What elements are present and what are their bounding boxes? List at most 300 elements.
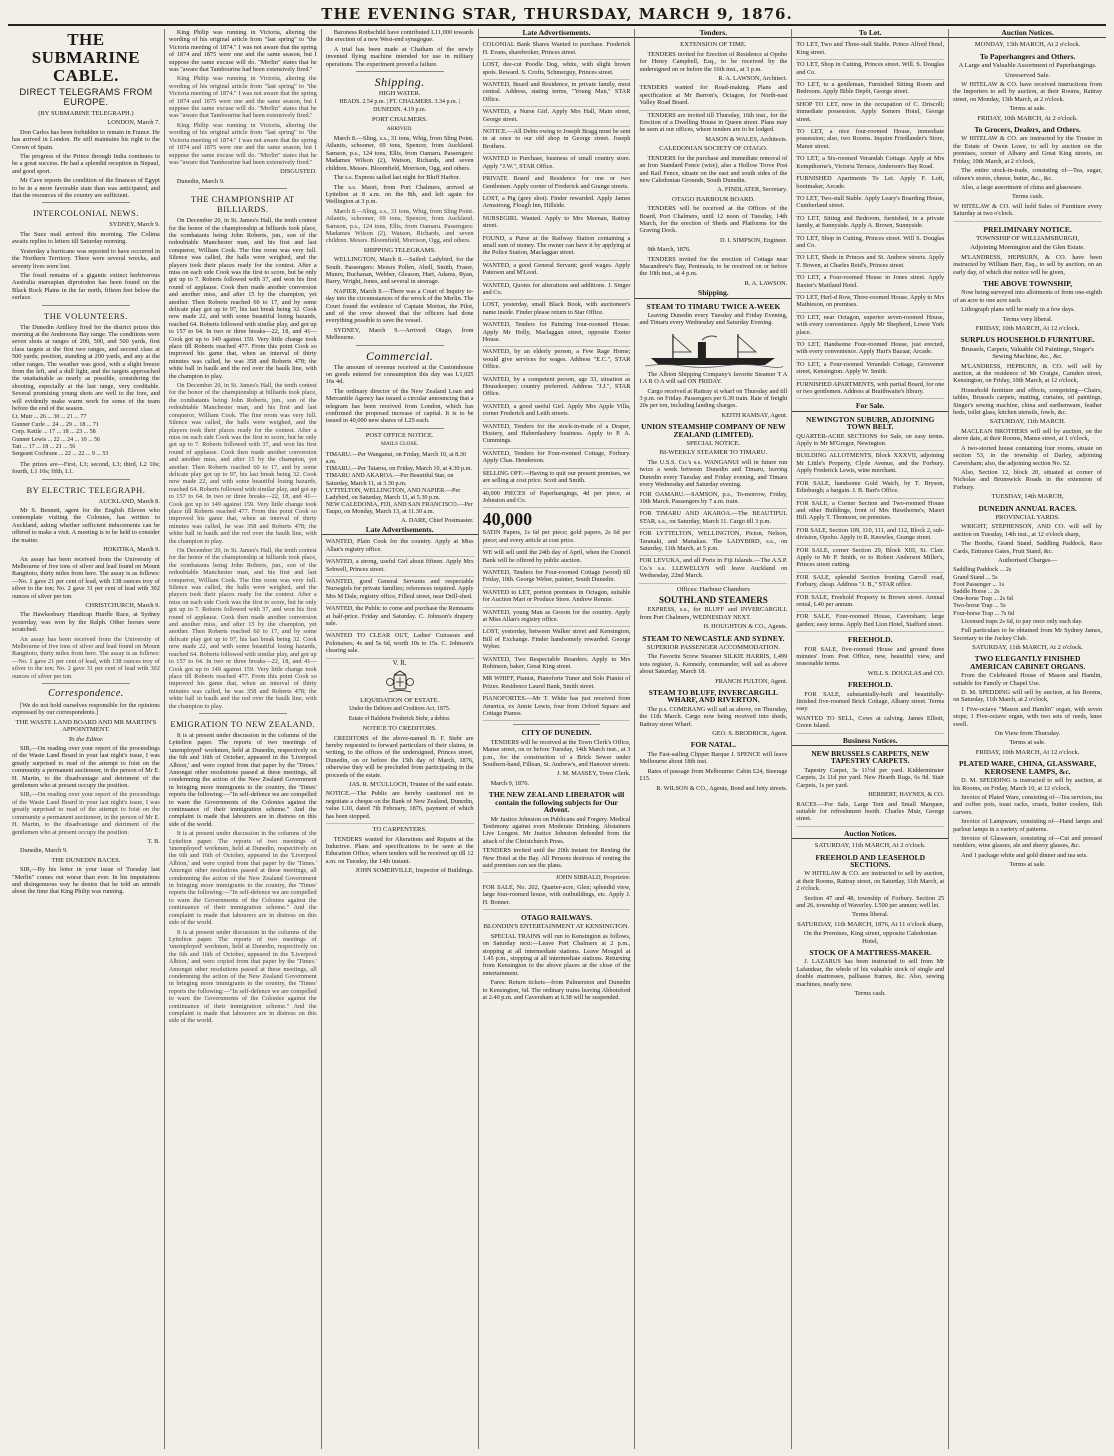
classified-ad: TO LET, Sheds in Princes and St. Andrew streets. Apply T. Bowen, at Charles Reid's, Princes street. bbox=[796, 254, 944, 273]
article-paragraph: Mr Justice Johnston on Publicans and Forgery. Medical Testimony against even Moderate Drinking. Abstainers Live Longest. Mr Justice Johnston defended from the attack of the Christchurch Press. bbox=[482, 815, 631, 845]
caledonian-heading: CALEDONIAN SOCIETY OF OTAGO. bbox=[659, 145, 768, 153]
article-paragraph: SIR,—On reading over your report of the proceedings of the Waste Land Board in your last night's issue, I was greatly surprised to read of the attempt to foist on the community a permanent auctioneer, in the person of Mr E. H. Martin, to the disadvantage and detriment of the gentlemen who at present occupy the position. bbox=[12, 745, 160, 790]
provincial-heading: PROVINCIAL YARDS. bbox=[995, 513, 1060, 521]
township-heading: TOWNSHIP OF WILLIAMSBURGH, bbox=[976, 234, 1080, 242]
article-paragraph: Tapestry Carpet, 3s 11½d per yard. Kidderminster Carpets, 2s 11d per yard. New Hearth Rugs, 6s 9d. Stair Carpets, 1s per yard. bbox=[796, 766, 945, 789]
classified-ad: TO LET, to a gentleman, Furnished Sitting Room and Bedroom. Apply Bible Depôt, George street. bbox=[796, 81, 944, 100]
article-paragraph: Rates of passage from Melbourne: Cabin £24, Steerage £15. bbox=[639, 767, 788, 783]
article-paragraph: Yesterday a hurricane was reported to have occurred in the Northern Territory. There were several wrecks, and seventy lives were lost. bbox=[12, 247, 160, 270]
classified-ad: WANTED, Plain Cook for the country. Apply at Miss Allan's registry office. bbox=[326, 538, 474, 557]
freehold-heading: FREEHOLD. bbox=[847, 635, 893, 645]
mail-schedule: TIMARU.—Per Wanganui, on Friday, March 10, at 8.30 a.m. TIMARU.—Per Taiaroa, on Friday, March 10, at 4.30 p.m. TIMARU AND AKAROA.—Per Beautiful Star, on Saturday, March 11, at 3.30 p.m. LYTTELTON, WELLINGTON, AND NAPIER.—Per Ladybird, on Saturday, March 11, at 5.30 p.m. NEW CALEDONIA, FIJI, AND SAN FRANCISCO.—Per Taupo, on Monday, March 13, at 11.30 a.m. bbox=[325, 450, 473, 516]
classified-ad: WANTED, young Man as Groom for the country. Apply at Miss Allan's registry office. bbox=[483, 609, 631, 628]
freehold-sections-heading: FREEHOLD AND LEASEHOLD SECTIONS. bbox=[815, 852, 926, 869]
classified-ad: PRIVATE Board and Residence for one or two Gentlemen. Apply corner of Frederick and Grange streets. bbox=[483, 175, 631, 194]
classified-ad: FOR SALE, corner Section 29, Block XIII, St. Clair. Apply to Mr P. Smith, or to Robert Anderson Miller's, Princes street cutting. bbox=[796, 547, 944, 573]
classified-ad: MR WHIFF, Pianist, Pianoforte Tuner and Solo Pianist of Prizes. Residence Laurel Bank, Smith street. bbox=[483, 675, 631, 694]
section-heading: INTERCOLONIAL NEWS. bbox=[32, 208, 139, 219]
signature: GEO. S. BRODRICK, Agent. bbox=[712, 730, 788, 738]
sale-date: FRIDAY, 10th MARCH, At 2 o'clock. bbox=[977, 114, 1078, 122]
classified-ad: WE will sell until the 24th day of April, when the Council Bank will be offered by public auction. bbox=[483, 549, 631, 568]
charges-table: Saddling Paddock ... 2s Grand Stand ... 5s Foot Passenger ... 1s Saddle Horse ... 2s One-horse Trap ... 2s 6d Two-horse Trap ... 5s Four-horse Trap ... 7s 6d bbox=[953, 566, 1015, 617]
ads-list bbox=[483, 41, 631, 508]
cable-subtitle: DIRECT TELEGRAMS FROM EUROPE. bbox=[19, 87, 153, 108]
bluff-heading: STEAM TO BLUFF, INVERCARGILL WHARF, AND RIVERTON. bbox=[648, 688, 779, 705]
post-office-heading: POST OFFICE NOTICE. bbox=[365, 431, 434, 439]
divider bbox=[42, 202, 130, 203]
classified-ad: TO LET, a Four-roomed Verandah Cottage, Grosvenor street, Kensington. Apply W. Smith. bbox=[796, 361, 944, 380]
article-paragraph: The progress of the Prince through India continues to be a great success. He had a splendid reception in Nepaul, and good sport. bbox=[12, 153, 160, 175]
classified-ad: 40,000 PIECES of Paperhangings, 4d per piece, at Johnston and Co. bbox=[483, 490, 631, 509]
southland-heading: SOUTHLAND STEAMERS bbox=[658, 594, 768, 605]
article-paragraph: Now being surveyed into allotments of from one-eighth of an acre to one acre each. bbox=[953, 289, 1102, 304]
section-heading: THE VOLUNTEERS. bbox=[44, 310, 128, 321]
divider bbox=[199, 713, 287, 714]
article-paragraph: It is at present under discussion in the columns of the Lyttelton paper. The reports of two meetings of 'unemployed' workmen, held at Dunedin, respectively on the 6th and 16th of October, appeared in the 'Liverpool Albion,' and were copied from that paper by the 'Times.' Amongst other resolutions passed at these meetings, all condemning the action of the New Zealand Government in bringing more immigrants to the country, the 'Times' reports the following:—"In self-defence we are compelled to warn the Governments of the Colonies against the continuance of their immigration scheme." And the complaint is made that labourers are in distress on this side of the world. bbox=[168, 928, 317, 1025]
article-paragraph: On December 20, in St. James's Hall, the tenth contest for the honor of the championship at billiards took place, the combatants being John Roberts, jun., son of the redoubtable Manchester man, and his first and last conqueror, William Cook. The fine room was very full. Silence was called, the balls were weighed, and the players took their places ready for the contest. After a miss on each side Cook was the first to score, but he only got up to 7. Roberts followed with 37, and won his first round of applause. Cook then made another conversion and another miss, and after 15 by the champion, yet another. Then Roberts reached 60 to 17, and by some delicate play got up to 97, his last break being 32. Cook now made 22, and with some beautiful losing hazards, reached 64. Roberts followed with similar play, and got up to 157 to 64. In two or three breaks—22, 18, and 41—Cook got up to 149 against 159. Very little change took place till Roberts reached 477. From this point Cook so improved his game that, when an interval of thirty minutes was called, he was 358 and Roberts 478; the white ball in baulk and the red over the baulk line, with the champion to play. bbox=[168, 547, 317, 710]
letter-title: THE DUNEDIN RACES. bbox=[51, 856, 121, 864]
article-paragraph: D. M. SPEDDING will sell by auction, at his Rooms, on Saturday, 11th March, at 2 o'clock, bbox=[953, 689, 1102, 704]
freehold-heading: FREEHOLD. bbox=[847, 680, 893, 690]
classified-ad: WANTED, Tenders for Four-roomed Cottage (wood) till Friday, 10th. George Weber, painter, South Dunedin. bbox=[483, 569, 631, 588]
business-heading: Business Notices. bbox=[792, 737, 948, 746]
classified-ad: TO LET, a Four-roomed House in Jones street. Apply Baxter's Maitland Hotel. bbox=[796, 274, 944, 293]
section-heading: BY ELECTRIC TELEGRAPH. bbox=[26, 484, 146, 495]
column-7 bbox=[949, 29, 1106, 1449]
article-paragraph: FOR SALE, five-roomed House and ground three minutes' from Post Office, new, beautiful view, and reasonable terms. bbox=[796, 645, 945, 668]
article-paragraph: Also, a large assortment of china and glassware. bbox=[961, 183, 1083, 191]
article-paragraph: M'LANDRESS, HEPBURN, & CO. will sell by auction, at the residence of Mr Craigie, Camden street, Kensington, on Friday, 10th March, at 12 o'clock, bbox=[953, 362, 1102, 385]
classified-ad: WANTED to Purchase, business of small country store. Apply "J.W.", STAR Office. bbox=[483, 155, 631, 174]
article-paragraph: Invoice of Lampware, consisting of—Hand lamps and parlour lamps in a variety of patterns. bbox=[953, 818, 1102, 833]
article-paragraph: The entire stock-in-trade, consisting of—Tea, sugar, oilmen's stores, cheese, butter, &c., &c. bbox=[953, 167, 1102, 182]
article-paragraph: A trial has been made at Chatham of the newly invented flying machine intended for use in military operations. The experiment proved a failure. bbox=[325, 45, 474, 68]
article-paragraph: Invoice of Plated Ware, consisting of—Tea services, tea and coffee pots, toast racks, cruets, butter coolers, fish carvers. bbox=[953, 793, 1102, 816]
plated-heading: PLATED WARE, CHINA, GLASSWARE, KEROSENE LAMPS, &c. bbox=[958, 759, 1097, 776]
article-paragraph: March 8.—Sling, s.s., 31 tons, Whig, from Sling Point. Atlantis, schooner, 69 tons, Spencer, from Auckland. Samson, p.s., 124 tons, Ellis, from Oamaru. Passengers: Madames Wilson (2), Watson, Richards, and seven children. Messrs. Bloomfield, Morrison, Ogg, and others. bbox=[325, 135, 474, 172]
article-paragraph: SPECIAL TRAINS will run to Kensington as follows, on Saturday next:—Leave Port Chalmers at 2 p.m., stopping at all intermediate stations. Leave Mosgiel at 1.45 p.m., stopping at all intermediate stations. Returning from Kensington to the above places at the close of the entertainment. bbox=[482, 932, 631, 977]
article-paragraph: CREDITORS of the above-named B. F. Stehr are hereby requested to forward particulars of their claims, in writing, to the offices of the undersigned, Princes street, Dunedin, on or before the 15th day of March, 1876, otherwise they will be precluded from participating in the proceeds of the estate. bbox=[325, 734, 474, 779]
signature: R. WILSON & CO., Agents, Bond and Jetty streets. bbox=[656, 784, 788, 792]
offices-line: Offices: Harbour Chambers bbox=[676, 585, 750, 593]
adjoining-line: Adjoining Mornington and the Glen Estate. bbox=[970, 244, 1085, 252]
unreserved-line: Unreserved Sale. bbox=[1005, 71, 1051, 79]
article-paragraph: King Philip was running in Victoria, altering the wording of his original article from "last spring" to "the Victoria meeting of 1874." I was not aware that the spring of 1874 and 1875 were one and the same season, but I suppose the same excuse will do. "Merlin" states that he was "aware that Tambourine had been extensively fired." bbox=[168, 121, 317, 166]
ads-list bbox=[483, 529, 631, 721]
column-1 bbox=[8, 29, 165, 1449]
article-paragraph: An assay has been received from the University of Melbourne of five tons of silver and lead found on Mount Rangitoto, thirty miles from here. The assay is as follows:—No. 1 gave 21 per cent of lead, with 138 ounces troy of silver to the ton; No. 2 gave 31 per cent of lead with 302 ounces of silver per ton. bbox=[12, 555, 160, 600]
article-paragraph: FOR SALE, substantially-built and beautifully-finished five-roomed Brick Cottage, Albany street. Terms easy. bbox=[796, 690, 945, 713]
divider bbox=[356, 428, 444, 429]
article-paragraph: The Suez mail arrived this morning. The Colima awaits replies to letters till Saturday morning. bbox=[12, 230, 160, 246]
article-paragraph: TENDERS will be received at the Offices of the Board, Port Chalmers, until 12 noon of Tuesday, 14th March, for the erection of Sheds and Platforms for the Graving Dock. bbox=[639, 205, 788, 235]
sale-item: A Large and Valuable Assortment of Paperhangings. bbox=[958, 62, 1097, 70]
classified-ad: WANTED, Board and Residence, in private family, most central. Address, stating terms, "Young Man," STAR Office. bbox=[483, 81, 631, 107]
liquidation-estate: Estate of Baldwin Frederick Stehr, a debtor. bbox=[348, 715, 451, 722]
classified-ad: WANTED, a good General Servant; good wages. Apply Paterson and M'Leod. bbox=[483, 262, 631, 281]
annual-races-heading: DUNEDIN ANNUAL RACES. bbox=[978, 503, 1077, 513]
liquidation-heading: LIQUIDATION OF ESTATE. bbox=[360, 697, 440, 705]
byline: (BY SUBMARINE TELEGRAPH.) bbox=[38, 110, 134, 117]
article-paragraph: 1 Five-octave "Mason and Hamlin" organ, with seven stops; 1 Five-octave organ, with two sets of reeds, knee swell. bbox=[953, 705, 1102, 728]
article-paragraph: Fares: Return tickets—from Palmerston and Dunedin to Kensington, 6d. The ordinary trains leaving Abbotsford at 2.40 p.m. and Caversham at 6.38 will be suspended. bbox=[482, 979, 631, 1002]
article-paragraph: King Philip was running in Victoria, altering the wording of his original article from "last spring" to "the Victoria meeting of 1874." I was not aware that the spring of 1874 and 1875 were one and the same season, but I suppose the same excuse will do. "Merlin" states that he was "aware that Tambourine had been extensively fired." bbox=[168, 75, 317, 120]
article-paragraph: The Albion Shipping Company's favorite Steamer T A I A R O A will sail ON FRIDAY. bbox=[639, 370, 788, 386]
signature: HERBERT, HAYNES, & CO. bbox=[868, 791, 945, 799]
sale-date: TUESDAY, 14th MARCH, bbox=[991, 493, 1064, 501]
article-paragraph: The Favorite Screw Steamer SILKIE HARRIS, 1,499 tons register, A. Kennedy, commander, will sail as above about Saturday, March 18. bbox=[639, 653, 788, 676]
divider bbox=[42, 479, 130, 480]
classified-ad: FOR LYTTELTON, WELLINGTON, Picton, Nelson, Taranaki, and Manakau. The LADYBIRD, s.s., on Saturday, 11th March, at 5 p.m. bbox=[639, 530, 787, 556]
section-heading: EMIGRATION TO NEW ZEALAND. bbox=[170, 718, 316, 729]
classified-ad: TO LET, Two-stall Stable. Apply Leary's Boarding House, Cumberland street. bbox=[796, 195, 944, 214]
classified-ad: TO LET, Shop in Cutting, Princes street. Will S. Douglas and Co. bbox=[796, 235, 944, 254]
liberator-heading: THE NEW ZEALAND LIBERATOR will contain the following subjects for Our Advent. bbox=[488, 790, 625, 815]
classified-ad: FURNISHED Apartments To Let. Apply F. Loft, bootmaker, Arcade. bbox=[796, 175, 944, 194]
divider bbox=[356, 345, 444, 346]
classified-ad: BUILDING ALLOTMENTS, Block XXXVII, adjoining Mr Little's Property, Clyde Avenue, and the Forbury. Apply Frederick Lewis, wine merchant. bbox=[796, 452, 944, 478]
tenders-heading: Tenders. bbox=[635, 29, 791, 38]
port-heading: PORT CHALMERS. bbox=[371, 116, 428, 124]
to-let-heading: To Let. bbox=[792, 29, 948, 38]
article-paragraph: The s.s. Maori, from Port Chalmers, arrived at Lyttelton at 8 a.m. on the 8th, and left again for Wellington at 3 p.m. bbox=[325, 183, 474, 206]
score-table: Lt. Muir ... 26 ... 30 ... 21 ... 77 Gunner Curle ... 24 ... 29 ... 18 ... 71 Corp. Kettle ... 17 ... 18 ... 23 ... 58 Gunner Lewis ... 22 ... 24 ... 10 ... 56 Tait ... 17 ... 18 ... 21 ... 56 Sergeant Cochrane ... 22 ... 22 ... 9 ... 53 bbox=[12, 414, 109, 458]
classified-ad: QUARTER-ACRE SECTIONS for Sale, on easy terms. Apply to Mr M'Gregor, Newington. bbox=[796, 433, 944, 452]
biweekly-heading: BI-WEEKLY STEAMER TO TIMARU. bbox=[659, 449, 768, 457]
railways-heading: OTAGO RAILWAYS. bbox=[520, 912, 593, 922]
classified-ad: TO LET, a nice four-roomed House, immediate possession; also, two Rooms. Inquire Friedlander's Store, Manor street. bbox=[796, 128, 944, 154]
classified-ad: TO LET, Handsome Four-roomed House, just erected, with every convenience. Apply Hart's Bazaar, Arcade. bbox=[796, 341, 944, 360]
signature: H. HOUGHTON & CO., Agents. bbox=[703, 623, 788, 631]
classified-ad: FOUND, a Purse at the Railway Station containing a small sum of money. The owner can have it by applying at the Police Station, Maclaggan street. bbox=[483, 235, 631, 261]
divider bbox=[199, 188, 287, 189]
liquidation-sub: Under the Debtors and Creditors Act, 1875. bbox=[349, 706, 451, 713]
classified-ad: RACES.—For Sale, Large Tent and Small Marquee, suitable for refreshment booth. Charles Muir, George street. bbox=[796, 801, 944, 827]
sale-date: SATURDAY, 11th MARCH, At 2 o'clock. bbox=[814, 842, 926, 850]
article-paragraph: The ordinary director of the New Zealand Loan and Mercantile Agency has issued a circular announcing that a telegram has been received from London, which has confirmed the proposed increase of capital. It is to be issued in 40,000 new shares of L25 each. bbox=[325, 387, 474, 425]
crest-letters: V. R. bbox=[392, 658, 407, 667]
signature: T. B. bbox=[147, 837, 160, 845]
signature: R. A. LAWSON, Architect. bbox=[718, 75, 788, 83]
classified-ad: FOR SALE, a Corner Section and Two-roomed House and other Buildings, front of Mrs Hawthorne's, Maori Hill. Apply T. Thomson, on premises. bbox=[796, 500, 944, 526]
classified-ad: WANTED, Tenders for Four-roomed Cottage, Forbury. Apply Chas. Henderson. bbox=[483, 450, 631, 469]
article-paragraph: On December 20, in St. James's Hall, the tenth contest for the honor of the championship at billiards took place, the combatants being John Roberts, jun., son of the redoubtable Manchester man, and his first and last conqueror, William Cook. The fine room was very full. Silence was called, the balls were weighed, and the players took their places ready for the contest. After a miss on each side Cook was the first to score, but he only got up to 7. Roberts followed with 37, and won his first round of applause. Cook then made another conversion and another miss, and after 15 by the champion, yet another. Then Roberts reached 60 to 17, and by some delicate play got up to 97, his last break being 32. Cook now made 22, and with some beautiful losing hazards, reached 64. Roberts followed with similar play, and got up to 157 to 64. In two or three breaks—22, 18, and 41—Cook got up to 149 against 159. Very little change took place till Roberts reached 477. From this point Cook so improved his game that, when an interval of thirty minutes was called, he was 358 and Roberts 478; the white ball in baulk and the red over the baulk line, with the champion to play. bbox=[168, 382, 317, 545]
classified-ad: TO LET, Two and Three-stall Stable. Prince Alfred Hotel, King street. bbox=[796, 41, 944, 60]
cable-title: THE SUBMARINE CABLE. bbox=[31, 30, 141, 85]
article-paragraph: The s.s. Express sailed last night for Bluff Harbor. bbox=[333, 174, 461, 182]
divider bbox=[42, 683, 130, 684]
column-3 bbox=[322, 29, 479, 1449]
article-paragraph: On December 20, in St. James's Hall, the tenth contest for the honor of the championship at billiards took place, the combatants being John Roberts, jun., son of the redoubtable Manchester man, and his first and last conqueror, William Cook. The fine room was very full. Silence was called, the balls were weighed, and the players took their places ready for the contest. After a miss on each side Cook was the first to score, but he only got up to 7. Roberts followed with 37, and won his first round of applause. Cook then made another conversion and another miss, and after 15 by the champion, yet another. Then Roberts reached 60 to 17, and by some delicate play got up to 97, his last break being 32. Cook now made 22, and with some beautiful losing hazards, reached 64. Roberts followed with similar play, and got up to 157 to 64. In two or three breaks—22, 18, and 41—Cook got up to 149 against 159. Very little change took place till Roberts reached 477. From this point Cook so improved his game that, when an interval of thirty minutes was called, he was 358 and Roberts 478; the white ball in baulk and the red over the baulk line, with the champion to play. bbox=[168, 217, 317, 380]
article-paragraph: WRIGHT, STEPHENSON, AND CO. will sell by auction on Tuesday, 14th inst., at 12 o'clock sharp, bbox=[953, 523, 1102, 538]
classified-ad: FOR SALE, Section 109, 110, 111, and 112, Block 2, sub-division, Opoho. Apply to R. Knowles, Grange street. bbox=[796, 527, 944, 546]
classified-ad: FOR SALE, splendid Section fronting Carroll road, Forbury, cheap. Address "J. B.," STAR office. bbox=[796, 574, 944, 593]
article-paragraph: March 8.—Sling, s.s., 31 tons, Whig, from Sling Point. Atlantis, schooner, 69 tons, Spencer, from Auckland. Samson, p.s., 124 tons, Ellis, from Oamaru. Passengers: Madames Wilson (2), Watson, Richards, and seven children. Messrs. Bloomfield, Morrison, Ogg, and others. bbox=[325, 207, 474, 245]
column-6 bbox=[792, 29, 949, 1449]
divider bbox=[513, 724, 601, 725]
classified-ad: WANTED, good General Servants and respectable Nursegirls for private families; references required. Apply Mrs M Dale, registry office, Filleul street, near Drill-shed. bbox=[326, 578, 474, 604]
dateline: LONDON, March 7. bbox=[107, 119, 160, 127]
terms-line: Terms very liberal. bbox=[1002, 315, 1053, 323]
classified-ad: WANTED, Quotes for alterations and additions. J. Singer and Co. bbox=[483, 282, 631, 301]
classified-ad: FURNISHED APARTMENTS, with partial Board, for one or two gentlemen. Address at Braithwaite's library. bbox=[796, 381, 944, 400]
classified-ad: NURSEGIRL Wanted. Apply to Mrs Meenan, Rattray street. bbox=[483, 215, 631, 234]
article-paragraph: Leaving Dunedin every Tuesday and Friday Evening, and Timaru every Wednesday and Saturday Evening. bbox=[639, 312, 788, 327]
article-paragraph: The Dunedin Artillery fired for the district prizes this morning at the Andersons Bay range. The conditions were seven shots at ranges of 200, 500, and 500 yards, first class targets at the first two ranges, and second class at 500 yards; position, standing at 200 yards, and any at the other ranges. The weather was good, with a slight breeze from the left, and a dull light, and the targets approached the unattainable as nearly as possible, considering the shooting, especially at the last range, very creditable. Several promising young shots are well to the fore, and will evidently make warm work for some of the team before the end of the season. bbox=[12, 323, 160, 412]
newcastle-heading: STEAM TO NEWCASTLE AND SYDNEY. bbox=[642, 633, 785, 643]
classified-ad: SHOP TO LET, now in the occupation of C. Driscoll; immediate possession. Apply Somers Hotel, George street. bbox=[796, 101, 944, 127]
city-heading: CITY OF DUNEDIN. bbox=[521, 728, 592, 738]
harbour-heading: OTAGO HARBOUR BOARD. bbox=[671, 195, 755, 203]
high-water: HIGH WATER. bbox=[378, 90, 421, 98]
article-paragraph: The U.S.S. Co.'s s.s. WANGANUI will in future run twice a week between Dunedin and Timaru, leaving Dunedin every Tuesday and Friday evening, and Timaru every Wednesday and Saturday evening. bbox=[639, 458, 788, 489]
terms-line: Terms at sale. bbox=[1009, 861, 1046, 869]
classified-ad: FOR LEVUKA, and all Ports in Fiji Islands.—The A.S.P. Co.'s s.s. LLEWELLYN will leave Auckland on Wednesday, 22nd March. bbox=[639, 557, 787, 583]
column-4 bbox=[479, 29, 636, 1449]
extension-heading: EXTENSION OF TIME. bbox=[680, 41, 747, 49]
signature: A. DARE, Chief Postmaster. bbox=[401, 516, 474, 524]
royal-crest-icon bbox=[385, 669, 415, 695]
article-paragraph: The fossil remains of a gigantic extinct herbiverous Australia marsupian diprotodon has been found on the Black Rock Plains in the far north, fifteen feet below the surface. bbox=[12, 271, 160, 302]
classified-ad: TO LET, Herl-d Row, Three-roomed House. Apply to Mrs Mathieson, on premises. bbox=[796, 294, 944, 313]
blondin-heading: BLONDIN'S ENTERTAINMENT AT KENSINGTON. bbox=[483, 923, 630, 931]
classified-ad: WANTED, Tenders for Painting four-roomed House. Apply Mr Holly, Maclaggan street, opposite Exeter House. bbox=[483, 321, 631, 347]
view-line: On View from Thursday. bbox=[994, 730, 1061, 738]
article-paragraph: The Fast-sailing Clipper Barque J. SPENCE will leave Melbourne about 18th inst. bbox=[639, 750, 788, 766]
natal-heading: FOR NATAL. bbox=[690, 740, 736, 750]
union-heading: UNION STEAMSHIP COMPANY OF NEW ZEALAND (LIMITED). bbox=[641, 422, 786, 439]
article-paragraph: Household furniture and effects, comprising—Chairs, tables, Brussels carpets, matting, curtains, oil paintings, Singer's sewing machine, china and earthenware, feather beds, toilet glass, kitchen utensils, fowls, &c. bbox=[953, 386, 1102, 417]
article-paragraph: The Booths, Grand Stand, Saddling Paddock, Race Cards, Entrance Gates, Fruit Stand, &c. bbox=[953, 540, 1102, 555]
terms-line: Terms at sale. bbox=[1009, 105, 1046, 113]
classified-ad: LOST, a Pig (grey shot). Finder rewarded. Apply James Armstrong, Flough Inn, Hillside. bbox=[483, 195, 631, 214]
newington-heading: NEWINGTON SUBURB, ADJOINING TOWN BELT. bbox=[806, 414, 935, 432]
article-paragraph: An assay has been received from the University of Melbourne of five tons of silver and lead found on Mount Rangitoto, thirty miles from here. The assay is as follows:—No. 1 gave 21 per cent of lead, with 138 ounces troy of silver to the ton; No. 2 gave 31 per cent of lead with 302 ounces of silver per ton. bbox=[12, 635, 160, 680]
article-paragraph: Section 47 and 48, township of Forbury. Section 25 and 26, township of Waverley. L500 per annum; well let. bbox=[796, 894, 945, 909]
divider bbox=[42, 305, 130, 306]
classified-ad: COLONIAL Bank Shares Wanted to purchase. Frederick H. Evans, sharebroker, Princes street. bbox=[483, 41, 631, 60]
classified-ad: LOST, dee-cut Poodle Dog, white, with slight brown spots. Reward. S. Crofts, Schmerguy, Princes street. bbox=[483, 61, 631, 80]
township-heading: THE ABOVE TOWNSHIP, bbox=[983, 278, 1073, 288]
columns bbox=[8, 29, 1106, 1449]
signature: A. FINDLATER, Secretary. bbox=[717, 186, 788, 194]
divider bbox=[356, 71, 444, 72]
article-paragraph: TENDERS wanted for Alterations and Repairs at the Inductree. Plans and specifications to be seen at the Education Office, where tenders will be received up till 12 a.m. on Tuesday, the 14th instant. bbox=[325, 835, 474, 865]
signature: JOHN SOMERVILLE, Inspector of Buildings. bbox=[355, 867, 474, 875]
sale-date: FRIDAY, 10th MARCH, At 12 o'clock. bbox=[975, 748, 1080, 756]
mattress-heading: STOCK OF A MATTRESS-MAKER. bbox=[809, 948, 932, 957]
classified-ad: WANTED, Tenders for the stock-in-trade of a Draper, Hosiery, and Haberdashery business. Apply to P. A. Cummings. bbox=[483, 423, 631, 449]
signature: KEITH RAMSAY, Agent. bbox=[721, 411, 788, 419]
sale-date: SATURDAY, 11th MARCH. bbox=[989, 418, 1066, 426]
creditors-heading: NOTICE TO CREDITORS. bbox=[362, 725, 437, 733]
article-paragraph: The amount of revenue received at the Customhouse on goods entered for consumption this day was L1,025 16s 4d. bbox=[325, 363, 474, 386]
carpenters-heading: TO CARPENTERS. bbox=[372, 826, 427, 834]
dateline: Dunedin, March 9. bbox=[176, 177, 225, 185]
signature: JAS. R. M'CULLOCH, Trustee of the said estate. bbox=[349, 781, 474, 789]
signature: WILL S. DOUGLAS and CO. bbox=[867, 669, 945, 677]
surplus-heading: SURPLUS HOUSEHOLD FURNITURE. bbox=[960, 335, 1095, 345]
classified-ad: WANTED, by a competent person, age 33, situation as Housekeeper; country preferred. Address "J.J.", STAR Office. bbox=[483, 376, 631, 402]
dateline: AUCKLAND, March 8. bbox=[98, 497, 160, 505]
grocers-heading: To Grocers, Dealers, and Others. bbox=[974, 125, 1081, 135]
column-5 bbox=[635, 29, 792, 1449]
article-paragraph: TENDERS invited for Erection of Residence at Opoho for Henry Campbell, Esq., to be received by the undersigned on or before the 16th inst., at 3 p.m. bbox=[639, 50, 788, 73]
signature: FRANCIS FULTON, Agent. bbox=[715, 677, 788, 685]
classified-ad: LOST, yesterday, small Black Book, with auctioneer's name inside. Finder please return to Star Office. bbox=[483, 301, 631, 320]
dateline: Dunedin, March 9. bbox=[20, 847, 68, 855]
signature: J. M. MASSEY, Town Clerk. bbox=[556, 770, 631, 778]
article-paragraph: SIR,—By his letter in your issue of Tuesday last "Merlin" comes out worse than ever. In his imputations and disingenuous way he denies that he told an untruth about the time that King Philip was running. bbox=[12, 866, 160, 896]
terms-line: Terms cash. bbox=[854, 990, 886, 998]
article-paragraph: The p.s. COMERANG will sail as above, on Thursday, the 11th March. Cargo now being received into sheds, Rattray street Wharf. bbox=[639, 705, 788, 728]
sale-date: SATURDAY, 11th MARCH, At 2 o'clock. bbox=[972, 644, 1083, 652]
classified-ad: WANTED to LET, portion premises in Octagon, suitable for Auction Mart or Produce Store. Andrew Rennie. bbox=[483, 589, 631, 608]
classified-ad: SELLING OFF.—Having to quit our present premises, we are selling at cost price. Scott and Smith. bbox=[483, 470, 631, 489]
signature: MASON & WALES, Architects. bbox=[705, 135, 788, 143]
section-heading: Shipping. bbox=[374, 75, 425, 90]
classified-ad: TENDERS wanted for Road-making. Plans and specification at Mr Barron's, Octagon, for North-east Valley Road Board. bbox=[639, 84, 787, 110]
article-paragraph: Baroness Rothschild have contributed L11,000 towards the erection of a new West-end synagogue. bbox=[325, 29, 474, 44]
to-editor: To the Editor. bbox=[68, 735, 104, 743]
dateline: March 9, 1876. bbox=[490, 779, 530, 787]
section-heading: Correspondence. bbox=[48, 688, 124, 699]
sale-date: MONDAY, 13th MARCH, At 2 o'clock. bbox=[974, 41, 1081, 49]
article-paragraph: SYDNEY, March 9.—Arrived: Otago, from Melbourne. bbox=[325, 326, 474, 342]
classified-ad: TO LET, Shop in Cutting, Princes street. Will. S. Douglas and Co. bbox=[796, 61, 944, 80]
ads-list bbox=[796, 41, 944, 399]
big-number: 40,000 bbox=[482, 509, 533, 530]
disclaimer: [We do not hold ourselves responsible for the opinions expressed by our correspondents.] bbox=[12, 702, 160, 717]
classified-ad: WANTED, Two Respectable Boarders. Apply to Mrs Robinson, baker, Great King street. bbox=[483, 656, 631, 675]
dateline: SYDNEY, March 9. bbox=[109, 221, 160, 229]
article-paragraph: The Hawkesbury Handicap Hurdle Race, at Sydney yesterday, was won by the Ralph. Other horses were scratched. bbox=[12, 611, 160, 634]
letter-title: THE WASTE LAND BOARD AND MR MARTIN'S APPOINTMENT. bbox=[15, 718, 157, 734]
article-paragraph: WELLINGTON, March 8.—Sailed: Ladybird, for the South. Passengers: Messrs Pollen, Abell, Smith, Fraser, Munro, Buchanan, Webber, Gleason, Hart, Adams, Ryan, Barry, Wright, Jones, and several in steerage. bbox=[325, 256, 474, 286]
classified-ad: W HITELAW & CO. will hold Sales of Furniture every Saturday at two o'clock. bbox=[953, 203, 1102, 222]
sale-date: SATURDAY, 11th MARCH, 1876, At 11 o'clock sharp, bbox=[797, 920, 944, 928]
article-paragraph: TENDERS invited for the erection of Cottage near Macandrew's Bay, Peninsula, to be received on or before the 10th inst., at 4 p.m. bbox=[639, 255, 788, 278]
classified-ad: FOR SALE, No. 202, Quarter-acre, Glen; splendid view, large four-roomed house, with outbuildings, etc. Apply J. H. Bonner. bbox=[483, 884, 631, 910]
classified-ad: LOST, yesterday, between Walker street and Kensington, Bill of Exchange. Finder handsomely rewarded. George Wyber. bbox=[483, 628, 631, 654]
article-paragraph: Mr Cave reports the condition of the finances of Egypt to be in a more favorable state than was anticipated, and that the resources of the country are sufficient. bbox=[12, 177, 160, 200]
article-paragraph: MACLEAN BROTHERS will sell by auction, on the above date, at their Rooms, Manse street, at 1 o'clock, bbox=[953, 427, 1102, 443]
signature: R. A. LAWSON. bbox=[744, 279, 788, 287]
signature: JOHN SIBBALD, Proprietor. bbox=[555, 874, 631, 882]
classified-ad: WANTED, a good useful Girl. Apply Mrs Apple Villa, corner Frederick and Leith streets. bbox=[483, 403, 631, 422]
dateline: 9th March, 1876. bbox=[647, 246, 691, 254]
steamship-icon bbox=[639, 330, 787, 368]
classified-ad: WANTED, by an elderly person, a Few Rage Home; would give services for wages. Address "E.C.", STAR Office. bbox=[483, 348, 631, 374]
article-paragraph: Cargo received at Rattray st wharf on Thursday and till 3 p.m. on Friday. Passengers per 6.30 train. Rate of freight 20s per ton, including landing charges. bbox=[639, 387, 788, 410]
article-paragraph: SIR,—On reading over your report of the proceedings of the Waste Land Board in your last night's issue, I was greatly surprised to read of the attempt to foist on the community a permanent auctioneer, in the person of Mr E. H. Martin, to the disadvantage and detriment of the gentlemen who at present occupy the position. bbox=[12, 791, 160, 836]
premises-line: On the Premises, King street, opposite Caledonian Hotel, bbox=[803, 930, 937, 945]
signature: D. I. SIMPSON, Engineer. bbox=[719, 236, 788, 244]
article-paragraph: D. M. SPEDDING is instructed to sell by auction, at his Rooms, on Friday, March 10, at 12 o'clock, bbox=[953, 777, 1102, 792]
auction-heading: Auction Notices. bbox=[792, 830, 948, 839]
classified-ad: TO LET, a Six-roomed Verandah Cottage. Apply at Mrs Kempthorne's, Victoria Terrace, Anderson's Bay Road. bbox=[796, 155, 944, 174]
article-paragraph: A two-storied house containing four rooms, situate on section 53, in the township of Darley, adjoining Caversham; also, the adjoining section No. 52. bbox=[953, 444, 1102, 467]
section-heading: Commercial. bbox=[365, 348, 434, 363]
arrived-heading: ARRIVED. bbox=[386, 125, 413, 132]
article-paragraph: Don Carlos has been forbidden to remain in France. He has arrived in London. He still maintains his right to the Crown of Spain. bbox=[12, 128, 160, 151]
article-paragraph: King Philip was running in Victoria, altering the wording of his original article from "last spring" to "the Victoria meeting of 1874." I was not aware that the spring of 1874 and 1875 were one and the same season, but I suppose the same excuse will do. "Merlin" states that he was "aware that Tambourine had been extensively fired." bbox=[168, 29, 317, 74]
steam-timaru-heading: STEAM TO TIMARU TWICE A-WEEK bbox=[646, 301, 781, 311]
classified-ad: FOR SALE, Four-roomed House, Caversham; large garden; easy terms. Apply Bed Lion Hotel, Stafford street. bbox=[796, 613, 944, 632]
classified-ad: SATIN Papers, 1s 6d per piece; gold papers, 2s 6d per piece; and every article at cost price. bbox=[483, 529, 631, 548]
article-paragraph: It is at present under discussion in the columns of the Lyttelton paper. The reports of two meetings of 'unemployed' workmen, held at Dunedin, respectively on the 6th and 16th of October, appeared in the 'Liverpool Albion,' and were copied from that paper by the 'Times.' Amongst other resolutions passed at these meetings, all condemning the action of the New Zealand Government in bringing more immigrants to the country, the 'Times' reports the following:—"In self-defence we are compelled to warn the Governments of the Colonies against the continuance of their immigration scheme." And the complaint is made that labourers are in distress on this side of the world. bbox=[168, 830, 317, 927]
article-paragraph: TENDERS will be received at the Town Clerk's Office, Manse street, on or before Tuesday, 14th March inst., at 3 p.m., for the construction of a Brick Sewer under Southern-band, Fillean, St. Andrew's, and Hanover streets. bbox=[482, 738, 631, 769]
article-paragraph: W HITELAW & CO. have received instructions from the Importers to sell by auction, at their Rooms, Rattray street, on Monday, 13th March, at 2 o'clock. bbox=[953, 81, 1102, 103]
classified-ad: TO LET, Sitting and Bedroom, furnished, in a private family, at Sunnyside. Apply A. Brown, Sunnyside. bbox=[796, 215, 944, 234]
article-paragraph: The prizes are—First, L3; second, L3; third, L2 10s; fourth, L1 10s; fifth, L1. bbox=[12, 460, 160, 476]
classified-ad: NOTICE.—All Debts owing to Joseph Bragg must be sent in at once to our old shop in George street. Joseph Brothers. bbox=[483, 128, 631, 154]
article-paragraph: And 1 package white and gold dinner and tea sets. bbox=[961, 851, 1088, 859]
classified-ad: TO LET, near Octagon, superior seven-roomed House, with every convenience. Apply Mr Shepherd, Lower York place. bbox=[796, 314, 944, 340]
dateline: HOKITIKA, March 9. bbox=[103, 546, 160, 554]
dateline: CHRISTCHURCH, March 9. bbox=[85, 601, 160, 609]
organs-heading: TWO ELEGANTLY FINISHED AMERICAN CABINET ORGANS. bbox=[969, 654, 1086, 671]
article-paragraph: Mr S. Bennett, agent for the English Eleven who contemplate visiting the Colonies, has written to Auckland, asking whether sufficient inducements can be offered to make a visit. A meeting is to be held to consider the matter. bbox=[12, 507, 160, 544]
article-paragraph: It is at present under discussion in the columns of the Lyttelton paper. The reports of two meetings of 'unemployed' workmen, held at Dunedin, respectively on the 6th and 16th of October, appeared in the 'Liverpool Albion,' and were copied from that paper by the 'Times.' Amongst other resolutions passed at these meetings, all condemning the action of the New Zealand Government in bringing more immigrants to the country, the 'Times' reports the following:—"In self-defence we are compelled to warn the Governments of the Colonies against the continuance of their immigration scheme." And the complaint is made that labourers are in distress on this side of the world. bbox=[168, 731, 317, 828]
article-paragraph: From the Celebrated House of Mason and Hamlin, suitable for Family or Chapel Use. bbox=[953, 672, 1102, 687]
late-ads-heading: Late Advertisements. bbox=[479, 29, 635, 38]
for-sale-heading: For Sale. bbox=[792, 402, 948, 411]
column-2 bbox=[165, 29, 322, 1449]
article-paragraph: M'LANDRESS, HEPBURN, & CO. have been instructed by William Barr, Esq., to sell by auction, on an early day, of which due notice will be given, bbox=[953, 253, 1102, 276]
mails-close-heading: MAILS CLOSE. bbox=[381, 441, 419, 448]
article-paragraph: NAPIER, March 8.—There was a Court of Inquiry to-day into the circumstances of the wreck of the Merlin. The Court found the evidence of Captain Morton, the Pilot, and of the crew showed that the officers had done everything possible to save the vessel. bbox=[325, 287, 474, 325]
article-paragraph: EXPRESS, s.s., for BLUFF and INVERCARGILL from Port Chalmers, WEDNESDAY NEXT. bbox=[639, 606, 788, 621]
carpets-heading: NEW BRUSSELS CARPETS, NEW TAPESTRY CARPETS. bbox=[811, 749, 930, 766]
classified-ad: TENDERS invited until the 20th instant for Renting the New Hotel at the Bay. All Persons desirous of renting the said premises can see the plans. bbox=[483, 847, 631, 873]
article-paragraph: TENDERS are invited till Thursday, 16th inst., for the Erection of a Dwelling House in Queen street. Plans may be seen at our offices, where tenders are to be lodged. bbox=[639, 111, 788, 134]
signature: DISGUSTED. bbox=[280, 168, 317, 176]
sale-date: FRIDAY, 10th MARCH, At 12 o'clock. bbox=[975, 325, 1080, 332]
charges-heading: Authorised Charges— bbox=[998, 556, 1058, 564]
article-paragraph: Licensed traps 2s 6d, to pay once only each day. bbox=[961, 617, 1083, 625]
preliminary-heading: PRELIMINARY NOTICE. bbox=[983, 224, 1072, 234]
article-paragraph: Full particulars to be obtained from Mr Sydney James, Secretary to the Jockey Club. bbox=[953, 627, 1102, 642]
masthead: THE EVENING STAR, THURSDAY, MARCH 9, 1876. bbox=[8, 6, 1106, 26]
article-paragraph: W HITELAW & CO. are instructed by the Trustee in the Estate of Owen Lowe, to sell by auction on the premises, corner of Albany and Great King streets, on Friday, 10th March, at 2 o'clock, bbox=[953, 135, 1102, 165]
sale-item: Brussels, Carpets, Valuable Oil Paintings, Singer's Sewing Machine, &c., &c. bbox=[961, 345, 1094, 361]
classified-ad: FOR SALE, handsome Gold Watch, by T. Bryson, Edinburgh; a bargain. J. B. Bart's Office. bbox=[796, 480, 944, 499]
classified-ad: FOR SALE, Freehold Property in Brown street. Annual rental, L40 per annum. bbox=[796, 594, 944, 613]
terms-line: Terms cash. bbox=[1011, 193, 1044, 201]
ads-list bbox=[796, 480, 944, 633]
late-ads-heading: Late Advertisements. bbox=[322, 526, 478, 535]
article-paragraph: Invoice of Glassware, consisting of—Cut and pressed tumblers, wine glasses, ale and sherry glasses, &c. bbox=[953, 834, 1102, 850]
terms-line: Terms liberal. bbox=[851, 911, 889, 919]
article-paragraph: W HITELAW & CO. are instructed to sell by auction, at their Rooms, Rattray street, on Saturday, 11th March, at 2 o'clock. bbox=[796, 870, 945, 893]
classified-ad: WANTED, a Nurse Girl. Apply Mrs Hall, Main street, George street. bbox=[483, 108, 631, 127]
terms-line: Terms at sale. bbox=[1009, 739, 1046, 747]
superior-heading: SUPERIOR PASSENGER ACCOMMODATION. bbox=[646, 644, 780, 651]
auction-heading: Auction Notices. bbox=[949, 29, 1106, 38]
classified-ad: PIANOFORTES.—Mr T. White has just received from America, ex Annie Lewis, four from Orford Square and Cottage Pianos. bbox=[483, 695, 631, 721]
classified-ad: WANTED TO SELL, Cows at calving. James Elliott, Green Island. bbox=[796, 715, 944, 734]
article-paragraph: Lithograph plans will be ready in a few days. bbox=[961, 306, 1075, 314]
classified-ad: WANTED TO CLEAR OUT, Ladies' Cuirasses and Polonaises, 4s and 5s 6d, worth 10s to 15s. C. Johnson's clearing sale. bbox=[326, 632, 474, 658]
classified-ad: WANTED, a strong, useful Girl about fifteen. Apply Mrs Sobwell, Princes street. bbox=[326, 558, 474, 577]
classified-ad: WANTED, the Public to come and purchase the Remnants at half-price. Friday and Saturday. C. Johnson's drapery sale. bbox=[326, 605, 474, 631]
classified-ad: NOTICE.—The Public are hereby cautioned not to negotiate a cheque on the Bank of New Zealand, Dunedin, value L10, dated 7th February, 1876, payment of which has been stopped. bbox=[326, 790, 474, 824]
section-heading: THE CHAMPIONSHIP AT BILLIARDS. bbox=[190, 194, 295, 215]
article-paragraph: TENDERS for the purchase and immediate removal of an Iron Standard Fence (wire), also a Hollow Trove Post and Rail Fence, situate on the east and south sides of the new Caledonian Grounds, South Dunedin. bbox=[639, 154, 788, 184]
classified-ad: FOR TIMARU AND AKAROA.—The BEAUTIFUL STAR, s.s., on Saturday, March 11. Cargo till 3 p.m. bbox=[639, 510, 787, 529]
classified-ad: FOR OAMARU.—SAMSON, p.s., To-morrow, Friday, 10th March. Passengers by 7 a.m. train. bbox=[639, 491, 787, 510]
